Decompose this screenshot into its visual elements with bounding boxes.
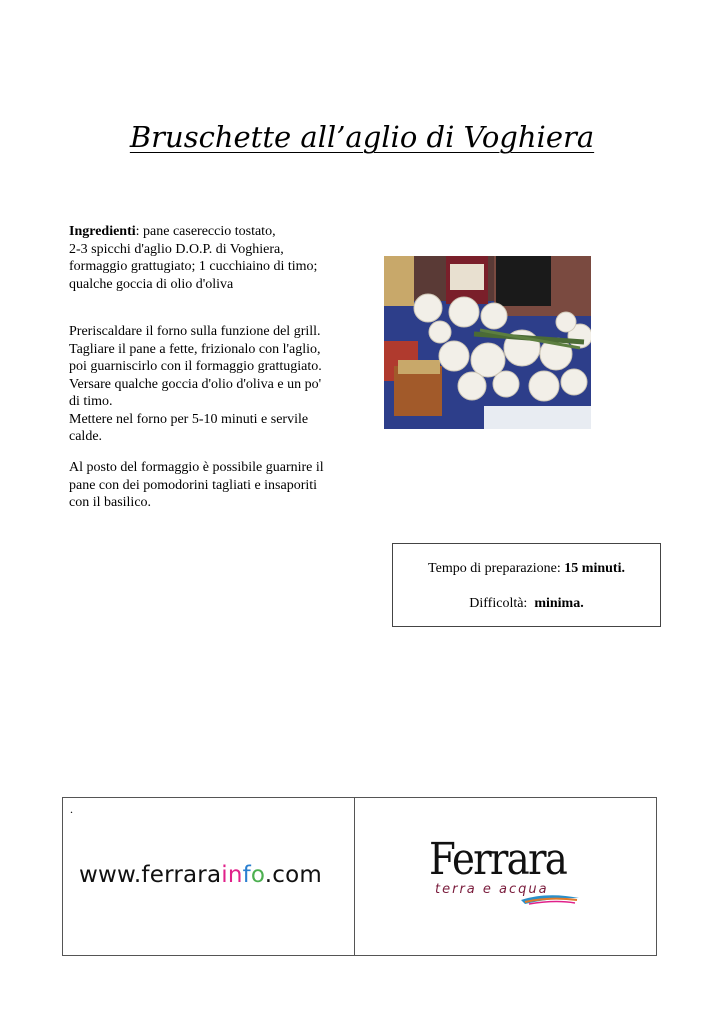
alternative-paragraph: Al posto del formaggio è possibile guarnire il pane con dei pomodorini tagliati e insaporiti con il basilico. (69, 460, 324, 510)
recipe-title: Bruschette all’aglio di Voghiera (129, 120, 595, 154)
website-url[interactable]: www.ferrarainfo.com (79, 862, 323, 888)
ferrara-logo (429, 834, 585, 897)
ingredients-paragraph: Ingredienti: pane casereccio tostato, 2-3 spicchi d'aglio D.O.P. di Voghiera, formaggio grattugiato; 1 cucchiaino di timo; qualche goccia di olio d'oliva (69, 224, 318, 292)
footer-table (62, 797, 657, 956)
wave-icon (429, 892, 579, 906)
footer-right-cell (355, 798, 656, 955)
difficulty: Difficoltà: minima. (469, 596, 584, 611)
method-paragraph: Preriscaldare il forno sulla funzione del grill. Tagliare il pane a fette, frizionalo con l'aglio, poi guarniscirlo con il formaggio grattugiato. Versare qualche goccia d'olio d'oliva e un po' di timo. Mettere nel forno per 5-10 minuti e servile calde. (69, 324, 322, 444)
footer-left-cell (63, 798, 355, 955)
garlic-photo (384, 256, 591, 429)
logo-tagline: terra e acqua (435, 882, 549, 897)
footer-dot: . (70, 802, 73, 816)
prep-time: Tempo di preparazione: 15 minuti. (428, 561, 625, 576)
info-box (392, 543, 661, 627)
ingredients-label: Ingredienti (69, 224, 136, 239)
logo-word: Ferrara (429, 834, 567, 885)
